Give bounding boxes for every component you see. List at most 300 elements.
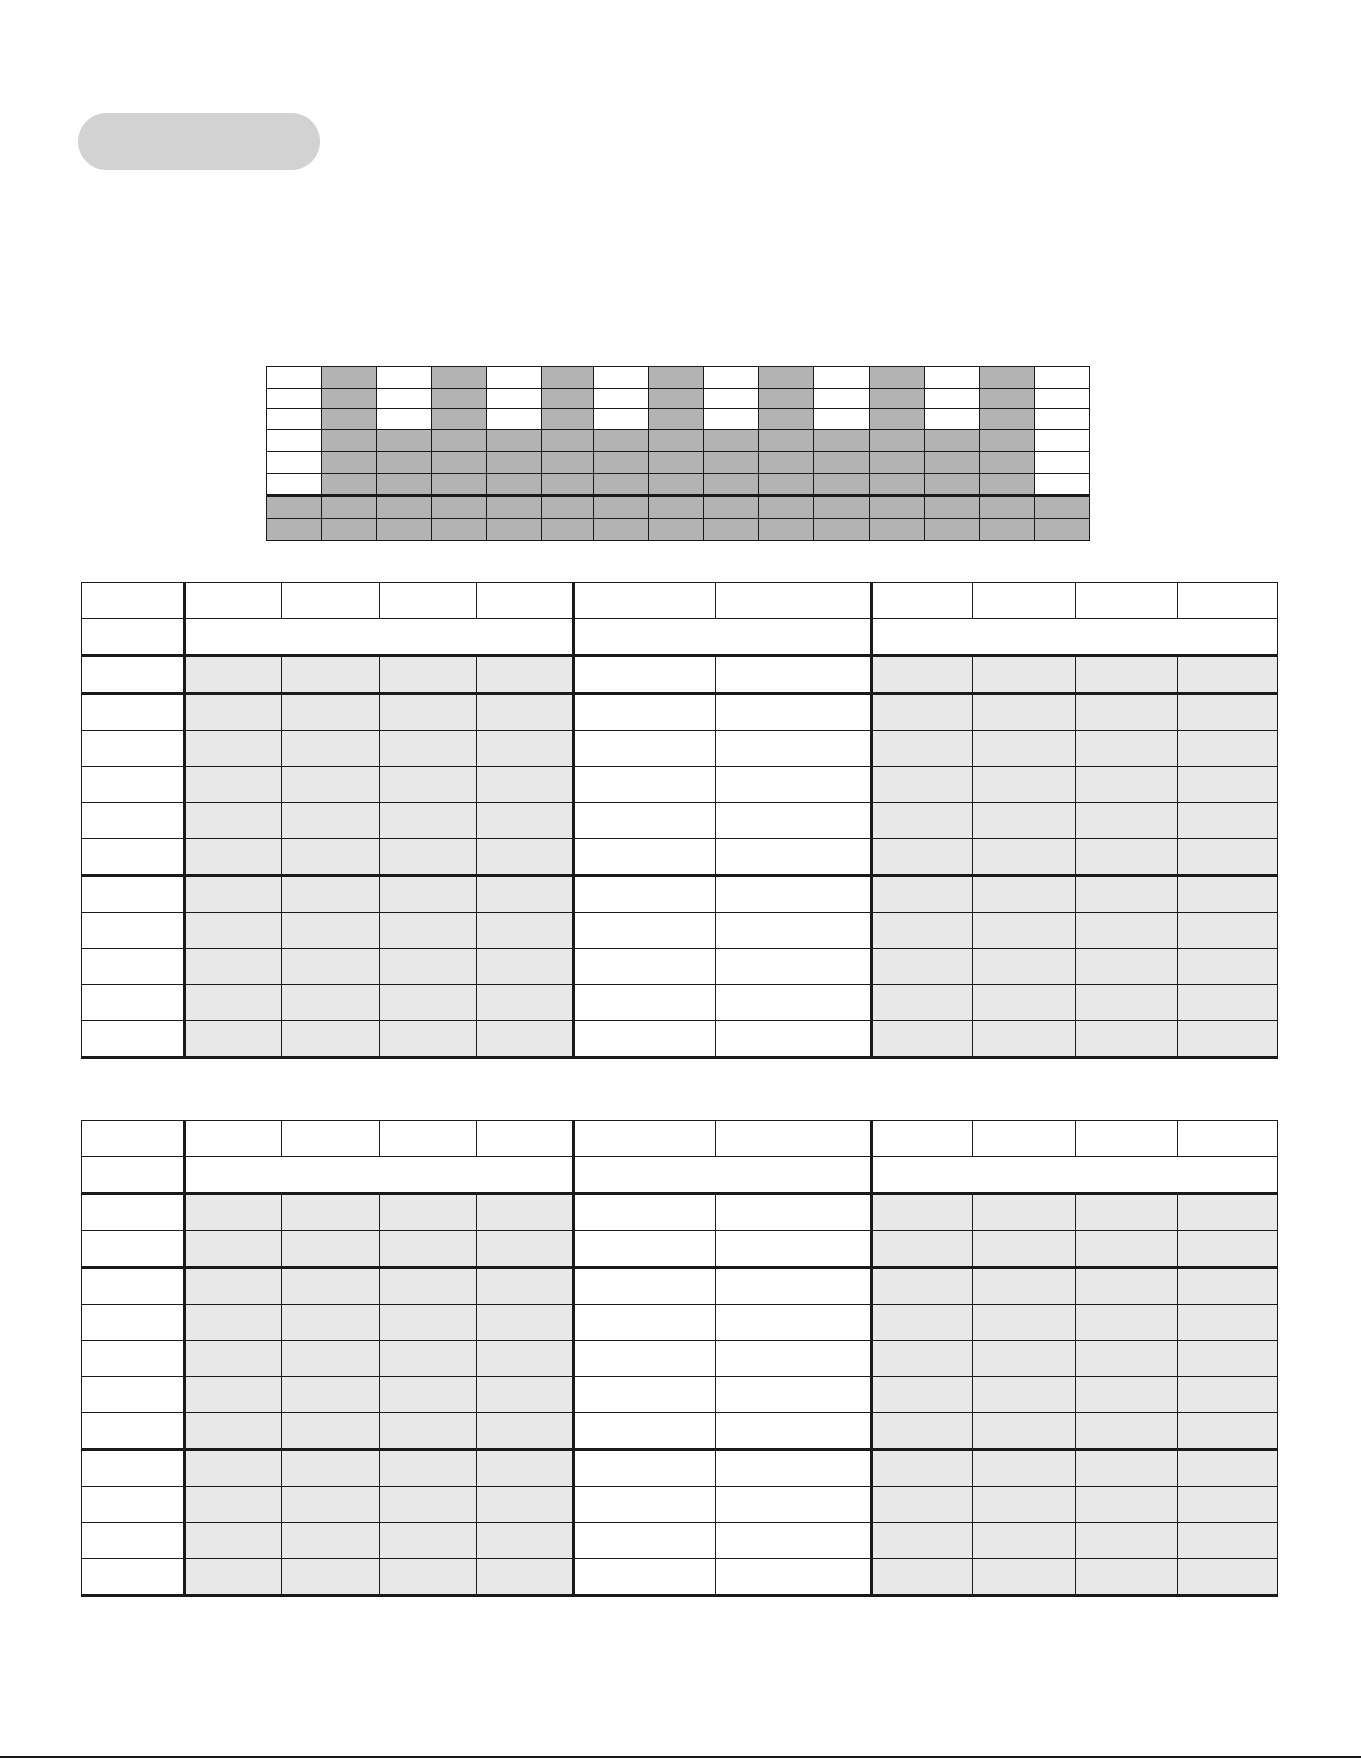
header-cell [380,583,477,619]
entry-cell[interactable] [716,694,872,731]
entry-cell[interactable] [872,1450,973,1487]
entry-cell[interactable] [477,1231,574,1268]
entry-cell[interactable] [380,913,477,949]
entry-cell[interactable] [973,767,1076,803]
entry-cell[interactable] [282,839,380,876]
entry-cell[interactable] [716,1305,872,1341]
entry-cell[interactable] [185,1523,282,1559]
row-label-cell [82,694,185,731]
header-cell [1076,583,1178,619]
entry-cell[interactable] [872,949,973,985]
entry-cell[interactable] [973,1341,1076,1377]
table-row [82,985,1278,1021]
entry-cell[interactable] [185,1231,282,1268]
entry-cell[interactable] [282,1268,380,1305]
entry-cell[interactable] [872,913,973,949]
entry-cell[interactable] [1178,803,1278,839]
entry-cell[interactable] [380,656,477,694]
entry-cell[interactable] [574,1377,716,1413]
entry-cell[interactable] [185,1413,282,1450]
entry-cell[interactable] [1178,1450,1278,1487]
entry-cell[interactable] [185,731,282,767]
swatch-cell-light [925,367,980,389]
entry-cell[interactable] [185,1305,282,1341]
swatch-cell-dark [925,429,980,451]
entry-cell[interactable] [1076,731,1178,767]
entry-cell[interactable] [477,803,574,839]
table-header-row [82,583,1278,619]
entry-cell[interactable] [716,1523,872,1559]
swatch-cell-light [267,367,322,389]
entry-cell[interactable] [185,767,282,803]
group-header-label [82,619,185,656]
header-cell [477,583,574,619]
table-row [82,1413,1278,1450]
entry-cell[interactable] [477,876,574,913]
entry-cell[interactable] [477,656,574,694]
entry-cell[interactable] [872,1194,973,1231]
entry-cell[interactable] [282,656,380,694]
entry-cell[interactable] [1076,1450,1178,1487]
entry-cell[interactable] [282,767,380,803]
table-group-row [82,619,1278,656]
entry-cell[interactable] [282,1377,380,1413]
entry-cell[interactable] [477,1305,574,1341]
entry-cell[interactable] [380,1231,477,1268]
entry-cell[interactable] [872,694,973,731]
entry-cell[interactable] [716,913,872,949]
entry-cell[interactable] [716,1413,872,1450]
entry-cell[interactable] [477,694,574,731]
entry-cell[interactable] [716,731,872,767]
entry-cell[interactable] [477,1450,574,1487]
entry-cell[interactable] [185,985,282,1021]
swatch-cell-dark [487,474,542,496]
entry-cell[interactable] [574,949,716,985]
entry-cell[interactable] [185,1021,282,1058]
entry-cell[interactable] [872,1268,973,1305]
entry-cell[interactable] [1076,1413,1178,1450]
entry-cell[interactable] [1178,1305,1278,1341]
entry-cell[interactable] [185,1487,282,1523]
entry-cell[interactable] [1178,913,1278,949]
entry-cell[interactable] [716,1231,872,1268]
entry-cell[interactable] [1178,1341,1278,1377]
swatch-cell-dark [432,409,487,429]
entry-cell[interactable] [872,876,973,913]
entry-cell[interactable] [185,803,282,839]
swatch-cell-light [377,389,432,409]
swatch-cell-dark [487,451,542,473]
swatch-cell-dark [704,518,759,540]
entry-cell[interactable] [380,1305,477,1341]
entry-cell[interactable] [973,1194,1076,1231]
header-cell [716,1121,872,1157]
swatch-cell-light [487,389,542,409]
entry-cell[interactable] [282,1559,380,1596]
entry-cell[interactable] [716,1377,872,1413]
header-cell [574,1121,716,1157]
entry-cell[interactable] [1178,1231,1278,1268]
entry-cell[interactable] [380,985,477,1021]
entry-cell[interactable] [477,1194,574,1231]
entry-cell[interactable] [477,1523,574,1559]
entry-cell[interactable] [973,985,1076,1021]
swatch-cell-dark [377,474,432,496]
entry-cell[interactable] [380,1450,477,1487]
entry-cell[interactable] [185,1377,282,1413]
table-row [82,1523,1278,1559]
entry-cell[interactable] [380,1487,477,1523]
entry-cell[interactable] [380,803,477,839]
entry-cell[interactable] [716,839,872,876]
entry-cell[interactable] [282,1413,380,1450]
swatch-cell-light [594,367,649,389]
entry-cell[interactable] [1178,949,1278,985]
entry-cell[interactable] [1178,694,1278,731]
entry-cell[interactable] [1076,839,1178,876]
entry-cell[interactable] [716,1450,872,1487]
entry-cell[interactable] [716,1341,872,1377]
entry-cell[interactable] [1178,985,1278,1021]
table-row [82,1305,1278,1341]
entry-cell[interactable] [872,1021,973,1058]
entry-cell[interactable] [973,1377,1076,1413]
header-cell [1178,1121,1278,1157]
swatch-cell-dark [870,518,925,540]
header-cell [82,583,185,619]
swatch-row [267,474,1090,496]
entry-cell[interactable] [282,1021,380,1058]
entry-cell[interactable] [282,1231,380,1268]
entry-cell[interactable] [716,1559,872,1596]
row-label-cell [82,876,185,913]
entry-cell[interactable] [1178,1487,1278,1523]
entry-cell[interactable] [872,1305,973,1341]
entry-cell[interactable] [1076,1305,1178,1341]
entry-cell[interactable] [282,913,380,949]
entry-cell[interactable] [872,839,973,876]
header-cell [872,1121,973,1157]
entry-cell[interactable] [973,1487,1076,1523]
entry-cell[interactable] [282,1450,380,1487]
swatch-cell-dark [870,474,925,496]
entry-cell[interactable] [282,1305,380,1341]
table-row [82,1231,1278,1268]
entry-cell[interactable] [1076,1231,1178,1268]
entry-cell[interactable] [574,1413,716,1450]
entry-cell[interactable] [973,1268,1076,1305]
entry-cell[interactable] [380,1523,477,1559]
entry-cell[interactable] [282,1194,380,1231]
header-cell [1178,583,1278,619]
group-header-group-b [574,1157,872,1194]
row-label-cell [82,985,185,1021]
entry-cell[interactable] [574,1021,716,1058]
entry-cell[interactable] [872,1523,973,1559]
entry-cell[interactable] [574,1523,716,1559]
entry-cell[interactable] [282,1341,380,1377]
entry-cell[interactable] [282,876,380,913]
entry-cell[interactable] [185,1268,282,1305]
swatch-cell-dark [542,367,594,389]
entry-cell[interactable] [872,1341,973,1377]
entry-cell[interactable] [477,1341,574,1377]
entry-cell[interactable] [716,1268,872,1305]
entry-cell[interactable] [872,1559,973,1596]
entry-cell[interactable] [574,731,716,767]
entry-cell[interactable] [1076,656,1178,694]
entry-cell[interactable] [716,876,872,913]
entry-cell[interactable] [282,803,380,839]
entry-cell[interactable] [973,1305,1076,1341]
entry-cell[interactable] [1178,1559,1278,1596]
entry-cell[interactable] [185,1194,282,1231]
entry-cell[interactable] [574,1450,716,1487]
entry-cell[interactable] [574,656,716,694]
swatch-row [267,389,1090,409]
entry-cell[interactable] [477,1377,574,1413]
entry-cell[interactable] [380,1194,477,1231]
row-label-cell [82,839,185,876]
header-cell [282,1121,380,1157]
entry-cell[interactable] [1178,1413,1278,1450]
swatch-cell-light [1035,367,1090,389]
entry-cell[interactable] [282,731,380,767]
entry-cell[interactable] [380,1413,477,1450]
entry-cell[interactable] [716,656,872,694]
entry-cell[interactable] [973,913,1076,949]
entry-cell[interactable] [380,767,477,803]
entry-cell[interactable] [1178,876,1278,913]
entry-cell[interactable] [477,913,574,949]
swatch-cell-dark [925,496,980,518]
entry-cell[interactable] [973,839,1076,876]
swatch-cell-dark [870,429,925,451]
entry-cell[interactable] [574,839,716,876]
swatch-cell-light [1035,409,1090,429]
swatch-cell-dark [432,518,487,540]
entry-cell[interactable] [574,1305,716,1341]
entry-cell[interactable] [1178,1021,1278,1058]
table-row [82,913,1278,949]
entry-cell[interactable] [716,985,872,1021]
entry-cell[interactable] [477,1559,574,1596]
swatch-cell-light [704,367,759,389]
entry-cell[interactable] [973,876,1076,913]
swatch-cell-dark [925,518,980,540]
entry-cell[interactable] [380,1021,477,1058]
entry-cell[interactable] [1178,1194,1278,1231]
entry-cell[interactable] [380,694,477,731]
entry-cell[interactable] [716,1194,872,1231]
entry-cell[interactable] [973,1413,1076,1450]
swatch-cell-dark [377,518,432,540]
entry-cell[interactable] [574,803,716,839]
entry-cell[interactable] [185,949,282,985]
swatch-cell-dark [704,496,759,518]
entry-cell[interactable] [872,1487,973,1523]
table-row [82,1450,1278,1487]
entry-cell[interactable] [477,731,574,767]
entry-cell[interactable] [872,1231,973,1268]
entry-cell[interactable] [282,694,380,731]
entry-cell[interactable] [574,985,716,1021]
entry-cell[interactable] [872,767,973,803]
table-row [82,803,1278,839]
swatch-cell-dark [487,496,542,518]
entry-cell[interactable] [1178,1377,1278,1413]
entry-cell[interactable] [1076,1268,1178,1305]
entry-cell[interactable] [872,985,973,1021]
entry-cell[interactable] [477,1413,574,1450]
entry-cell[interactable] [1076,1487,1178,1523]
entry-cell[interactable] [1076,1021,1178,1058]
entry-cell[interactable] [872,731,973,767]
entry-cell[interactable] [1178,731,1278,767]
entry-cell[interactable] [716,767,872,803]
entry-cell[interactable] [574,913,716,949]
row-label-cell [82,1413,185,1450]
entry-cell[interactable] [973,803,1076,839]
entry-cell[interactable] [973,694,1076,731]
swatch-cell-light [814,409,870,429]
swatch-cell-light [1035,389,1090,409]
swatch-cell-dark [322,451,377,473]
entry-cell[interactable] [477,949,574,985]
entry-cell[interactable] [1076,767,1178,803]
entry-cell[interactable] [282,1523,380,1559]
swatch-row [267,409,1090,429]
entry-cell[interactable] [282,1487,380,1523]
swatch-cell-light [814,367,870,389]
entry-cell[interactable] [1076,1377,1178,1413]
entry-cell[interactable] [380,839,477,876]
entry-cell[interactable] [973,949,1076,985]
swatch-cell-dark [1035,496,1090,518]
entry-cell[interactable] [1076,913,1178,949]
entry-cell[interactable] [380,949,477,985]
entry-cell[interactable] [716,1487,872,1523]
entry-cell[interactable] [185,1559,282,1596]
swatch-cell-dark [377,451,432,473]
entry-cell[interactable] [380,1559,477,1596]
entry-cell[interactable] [1076,803,1178,839]
entry-cell[interactable] [282,949,380,985]
entry-cell[interactable] [185,1341,282,1377]
row-label-cell [82,656,185,694]
entry-cell[interactable] [574,1231,716,1268]
entry-cell[interactable] [380,876,477,913]
entry-cell[interactable] [1076,985,1178,1021]
entry-cell[interactable] [574,694,716,731]
entry-cell[interactable] [973,1021,1076,1058]
entry-cell[interactable] [872,803,973,839]
entry-cell[interactable] [185,1450,282,1487]
entry-cell[interactable] [1076,694,1178,731]
entry-cell[interactable] [477,1487,574,1523]
entry-cell[interactable] [973,1450,1076,1487]
entry-cell[interactable] [380,1341,477,1377]
entry-cell[interactable] [1178,1268,1278,1305]
entry-cell[interactable] [477,1268,574,1305]
swatch-cell-light [267,409,322,429]
swatch-cell-dark [487,518,542,540]
entry-cell[interactable] [973,1231,1076,1268]
entry-cell[interactable] [1076,1559,1178,1596]
swatch-cell-dark [759,389,814,409]
entry-cell[interactable] [574,1559,716,1596]
swatch-cell-dark [980,474,1035,496]
swatch-cell-dark [980,367,1035,389]
entry-cell[interactable] [574,1194,716,1231]
swatch-cell-dark [870,389,925,409]
swatch-cell-dark [980,409,1035,429]
swatch-cell-dark [542,518,594,540]
row-label-cell [82,1377,185,1413]
entry-cell[interactable] [973,656,1076,694]
entry-cell[interactable] [1076,1194,1178,1231]
swatch-cell-dark [542,474,594,496]
entry-cell[interactable] [716,803,872,839]
entry-cell[interactable] [185,839,282,876]
entry-cell[interactable] [973,731,1076,767]
entry-cell[interactable] [477,767,574,803]
entry-cell[interactable] [380,1268,477,1305]
entry-cell[interactable] [574,767,716,803]
entry-cell[interactable] [1076,1341,1178,1377]
entry-cell[interactable] [872,1413,973,1450]
swatch-cell-dark [322,496,377,518]
row-label-cell [82,1231,185,1268]
entry-cell[interactable] [1076,1523,1178,1559]
entry-cell[interactable] [574,1487,716,1523]
entry-cell[interactable] [477,985,574,1021]
entry-cell[interactable] [574,1341,716,1377]
entry-cell[interactable] [477,1021,574,1058]
entry-cell[interactable] [872,656,973,694]
entry-cell[interactable] [973,1559,1076,1596]
entry-cell[interactable] [282,985,380,1021]
entry-cell[interactable] [185,876,282,913]
entry-cell[interactable] [973,1523,1076,1559]
entry-cell[interactable] [716,949,872,985]
entry-cell[interactable] [185,656,282,694]
entry-cell[interactable] [1178,656,1278,694]
entry-cell[interactable] [380,731,477,767]
entry-cell[interactable] [380,1377,477,1413]
entry-cell[interactable] [1178,839,1278,876]
swatch-cell-dark [432,496,487,518]
entry-cell[interactable] [1076,949,1178,985]
entry-cell[interactable] [185,913,282,949]
entry-cell[interactable] [1178,1523,1278,1559]
entry-cell[interactable] [574,876,716,913]
swatch-cell-dark [487,429,542,451]
entry-cell[interactable] [574,1268,716,1305]
swatch-cell-dark [814,429,870,451]
entry-cell[interactable] [185,694,282,731]
row-label-cell [82,1487,185,1523]
swatch-cell-dark [925,451,980,473]
entry-cell[interactable] [477,839,574,876]
entry-cell[interactable] [716,1021,872,1058]
swatch-cell-dark [594,451,649,473]
table-row [82,839,1278,876]
entry-cell[interactable] [1076,876,1178,913]
entry-cell[interactable] [1178,767,1278,803]
entry-cell[interactable] [872,1377,973,1413]
